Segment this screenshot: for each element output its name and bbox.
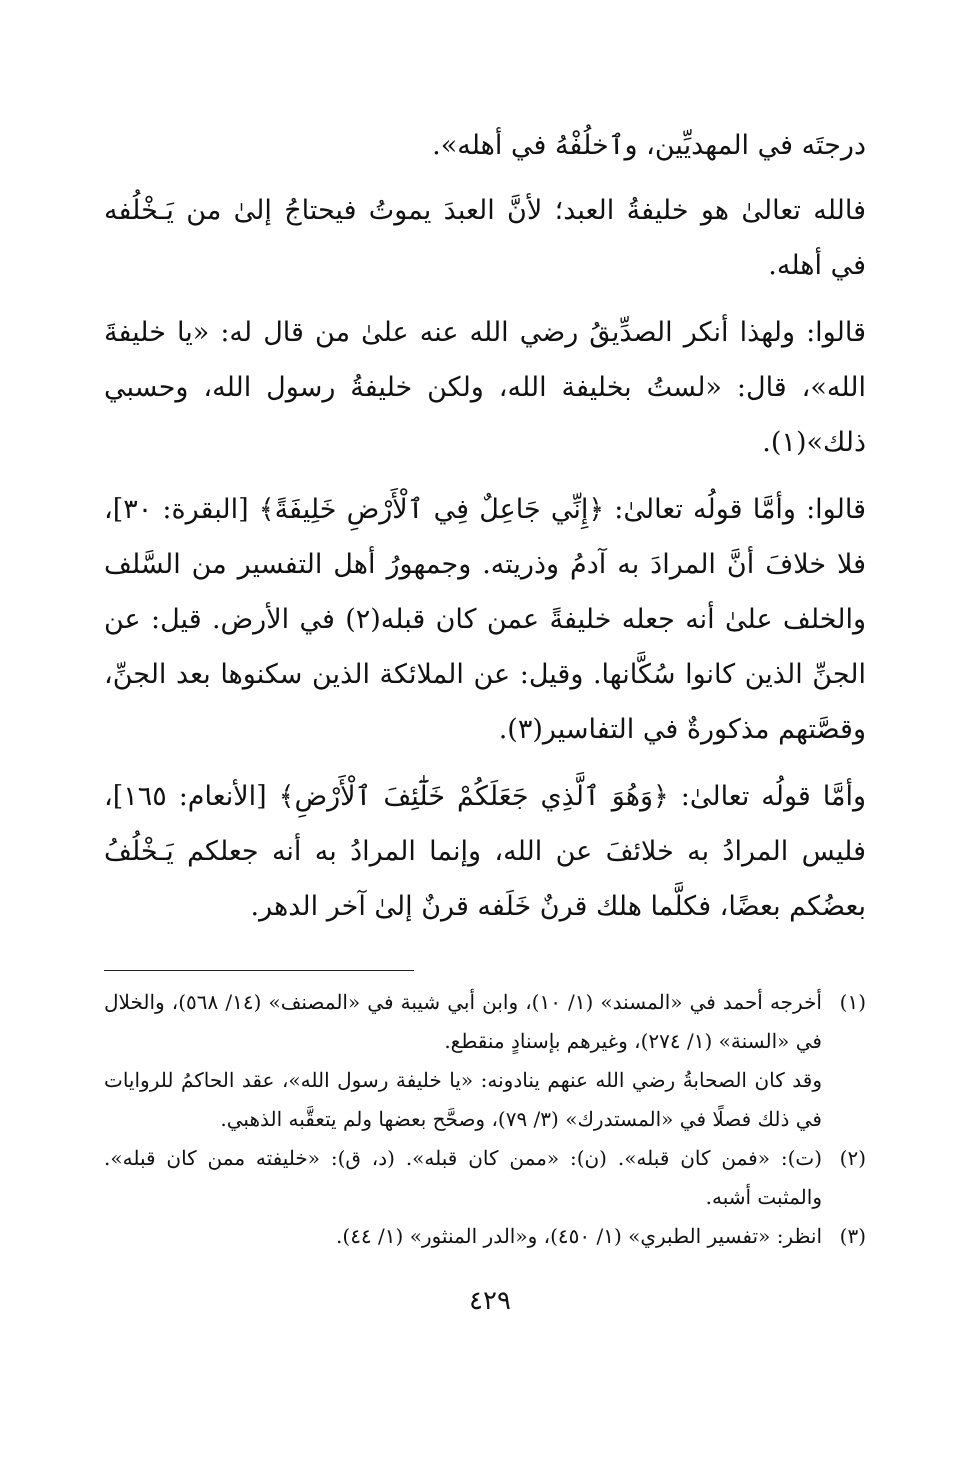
footnote-text: انظر: «تفسير الطبري» (١/ ٤٥٠)، و«الدر المنثور» (١/ ٤٤). bbox=[336, 1224, 822, 1248]
paragraph-4: قالوا: وأمَّا قولُه تعالىٰ: ﴿إِنِّي جَاعِلٌ فِي ٱلْأَرْضِ خَلِيفَةً﴾ [البقرة: ٣٠]، فلا خلافَ أنَّ المرادَ به آدمُ وذريته. وجمهورُ أهل التفسير من السَّلف والخلف علىٰ أنه جعله خليفةً عمن كان قبله(٢) في الأرض. قيل: عن الجنِّ الذين كانوا سُكَّانها. وقيل: عن الملائكة الذين سكنوها بعد الجنِّ، وقصَّتهم مذكورةٌ في التفاسير(٣). bbox=[104, 494, 867, 745]
paragraph-2: فالله تعالىٰ هو خليفةُ العبد؛ لأنَّ العبدَ يموتُ فيحتاجُ إلىٰ من يَـخْلُفه في أهله. bbox=[104, 195, 866, 281]
footnote-separator bbox=[104, 970, 414, 971]
footnote-3 bbox=[104, 1217, 866, 1256]
footnote-text: وقد كان الصحابةُ رضي الله عنهم ينادونه: «يا خليفة رسول الله»، عقد الحاكمُ للروايات في ذلك فصلًا في «المستدرك» (٣/ ٧٩)، وصحَّح بعضها ولم يتعقَّبه الذهبي. bbox=[104, 1068, 822, 1131]
footnote-number: (٣) bbox=[839, 1224, 866, 1248]
page-number: ٤٢٩ bbox=[469, 1286, 511, 1316]
footnote-2 bbox=[104, 1139, 866, 1217]
footnote-1 bbox=[104, 983, 866, 1139]
footnote-text: (ت): «فمن كان قبله». (ن): «ممن كان قبله». (د، ق): «خليفته ممن كان قبله». والمثبت أشبه. bbox=[104, 1146, 822, 1209]
book-page bbox=[104, 118, 866, 1256]
footnote-number: (١) bbox=[839, 990, 866, 1014]
footnotes bbox=[104, 983, 866, 1256]
footnote-text: أخرجه أحمد في «المسند» (١/ ١٠)، وابن أبي شيبة في «المصنف» (١٤/ ٥٦٨)، والخلال في «السنة» (١/ ٢٧٤)، وغيرهم بإسنادٍ منقطع. bbox=[104, 990, 822, 1053]
paragraph-5: وأمَّا قولُه تعالىٰ: ﴿وَهُوَ ٱلَّذِي جَعَلَكُمْ خَلَٰٓئِفَ ٱلْأَرْضِ﴾ [الأنعام: ١٦٥]، فليس المرادُ به خلائفَ عن الله، وإنما المرادُ به أنه جعلكم يَـخْلُفُ بعضُكم بعضًا، فكلَّما هلك قرنٌ خَلَفه قرنٌ إلىٰ آخر الدهر. bbox=[104, 781, 866, 922]
main-text bbox=[104, 118, 866, 934]
paragraph-3: قالوا: ولهذا أنكر الصدِّيقُ رضي الله عنه علىٰ من قال له: «يا خليفةَ الله»، قال: «لستُ بخليفة الله، ولكن خليفةُ رسول الله، وحسبي ذلك»(١). bbox=[104, 317, 866, 458]
paragraph-1: درجتَه في المهديِّين، وٱخلُفْهُ في أهله». bbox=[432, 130, 866, 161]
footnote-number: (٢) bbox=[839, 1146, 866, 1170]
